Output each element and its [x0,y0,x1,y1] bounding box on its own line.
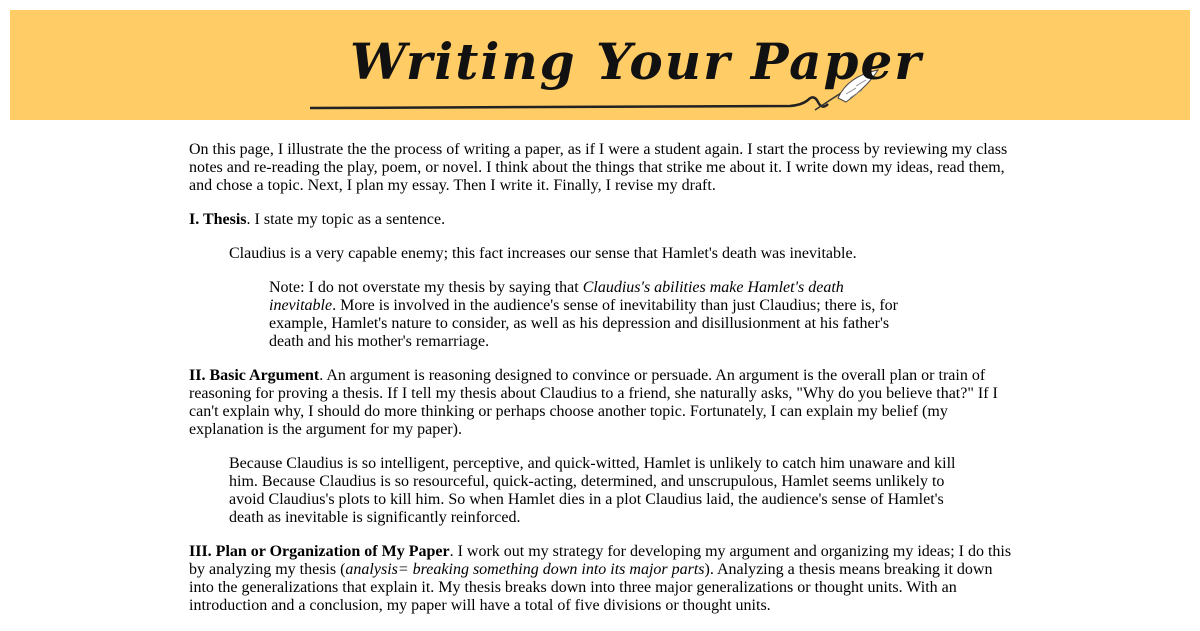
thesis-paragraph [189,211,1015,229]
thesis-example: Claudius is a very capable enemy; this fact increases our sense that Hamlet's death was inevitable. [229,245,857,262]
page-title: Writing Your Paper [350,32,923,91]
plan-heading: III. Plan or Organization of My Paper [189,543,450,560]
plan-text-after: ). Analyzing a thesis means breaking it down into the generalizations that explain it. My thesis breaks down into three major generalizations or thought units. With an introduction and a conclusion, my paper will have a total of five divisions or thought units. [189,561,993,614]
plan-text-italic: analysis= breaking something down into its major parts [345,561,705,578]
argument-text: . An argument is reasoning designed to convince or persuade. An argument is the overall plan or train of reasoning for proving a thesis. If I tell my thesis about Claudius to a friend, she naturally asks, "Why do you believe that?" If I can't explain why, I should do more thinking or perhaps choose another topic. Fortunately, I can explain my belief (my explanation is the argument for my paper). [189,367,998,438]
page-banner [10,10,1190,120]
flourish-underline [310,97,828,108]
thesis-note-italic: Claudius's abilities make Hamlet's death inevitable [269,279,844,314]
intro-paragraph: On this page, I illustrate the the process of writing a paper, as if I were a student again. I start the process by reviewing my class notes and re-reading the play, poem, or novel. I think about the things that strike me about it. I write down my ideas, read them, and chose a topic. Next, I plan my essay. Then I write it. Finally, I revise my draft. [189,141,1008,194]
argument-paragraph [189,367,1015,439]
thesis-heading: I. Thesis [189,211,247,228]
plan-paragraph [189,543,1015,615]
article-body [189,141,1015,631]
thesis-note-after: . More is involved in the audience's sense of inevitability than just Claudius; there is, for example, Hamlet's nature to consider, as well as his depression and disillusionment at his father's death and his mother's remarriage. [269,297,898,350]
plan-text-before: . I work out my strategy for developing my argument and organizing my ideas; I do this by analyzing my thesis ( [189,543,1012,578]
thesis-note [269,279,909,351]
argument-example: Because Claudius is so intelligent, perceptive, and quick-witted, Hamlet is unlikely to catch him unaware and kill him. Because Claudius is so resourceful, quick-acting, determined, and unscrupulous, Hamlet seems unlikely to avoid Claudius's plots to kill him. So when Hamlet dies in a plot Claudius laid, the audience's sense of Hamlet's death as inevitable is significantly reinforced. [229,455,956,526]
thesis-text: . I state my topic as a sentence. [246,211,446,228]
thesis-note-before: Note: I do not overstate my thesis by saying that [269,279,583,296]
argument-heading: II. Basic Argument [189,367,320,384]
